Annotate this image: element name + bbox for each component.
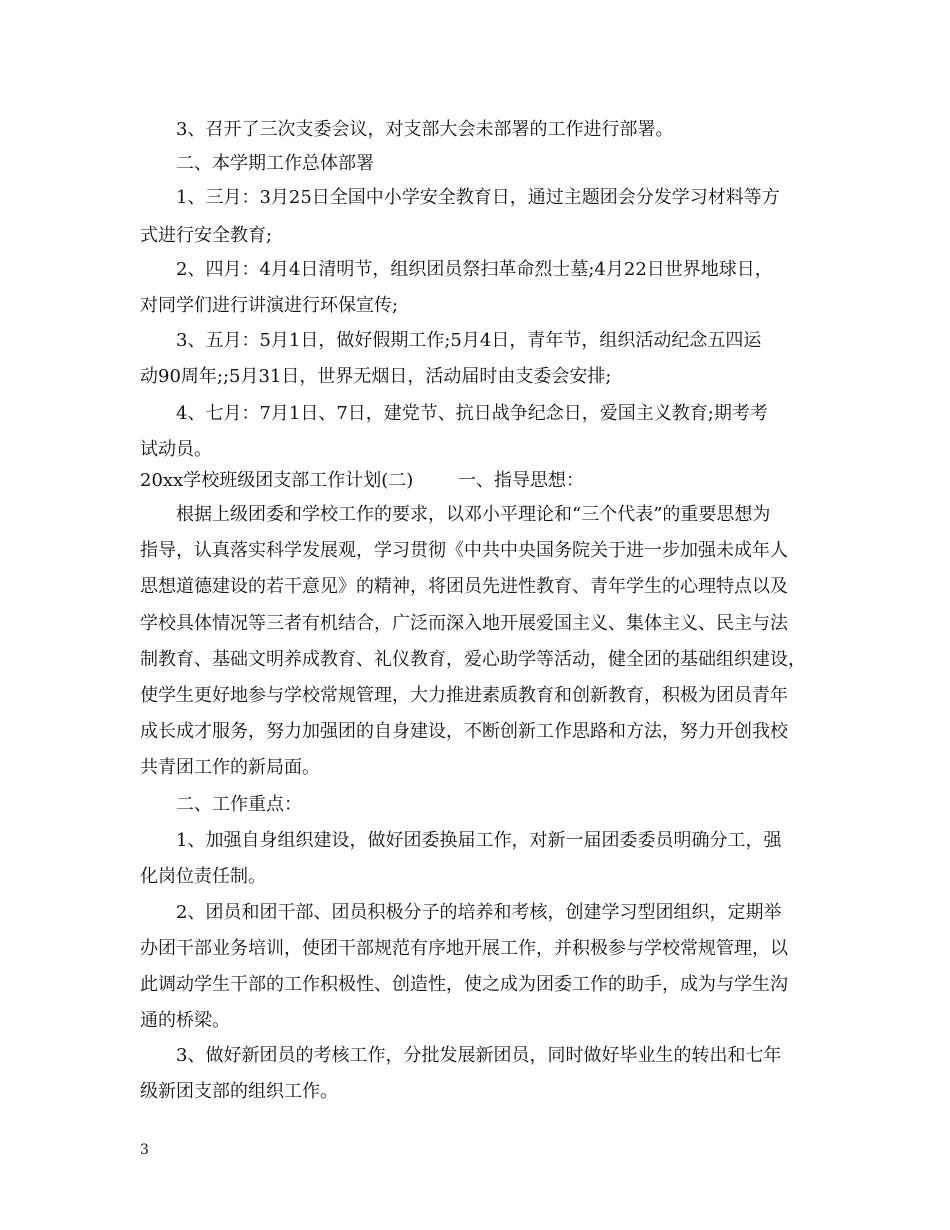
text-line xyxy=(0,498,950,532)
paragraph-text: 使学生更好地参与学校常规管理，大力推进素质教育和创新教育，积极为团员青年 xyxy=(140,685,788,706)
paragraph-text: 制教育、基础文明养成教育、礼仪教育，爱心助学等活动，健全团的基础组织建设， xyxy=(140,649,806,670)
text-line xyxy=(0,147,950,181)
paragraph-text: 2、团员和团干部、团员积极分子的培养和考核，创建学习型团组织，定期举 xyxy=(176,902,782,923)
text-line xyxy=(0,324,950,358)
text-line xyxy=(0,1075,950,1109)
text-line xyxy=(0,607,950,641)
text-line xyxy=(0,219,950,253)
paragraph-text: 动90周年;;5月31日，世界无烟日，活动届时由支委会安排; xyxy=(140,366,612,387)
text-line xyxy=(0,1039,950,1073)
paragraph-text: 共青团工作的新局面。 xyxy=(140,757,320,778)
text-line xyxy=(0,289,950,323)
paragraph-text: 3、五月：5月1日，做好假期工作;5月4日，青年节，组织活动纪念五四运 xyxy=(176,330,762,351)
list-item-text: 3、召开了三次支委会议，对支部大会未部署的工作进行部署。 xyxy=(176,119,674,140)
paragraph-text: 1、加强自身组织建设，做好团委换届工作，对新一届团委委员明确分工，强 xyxy=(176,830,782,851)
text-line xyxy=(0,751,950,785)
paragraph-text: 成长成才服务，努力加强团的自身建设，不断创新工作思路和方法，努力开创我校 xyxy=(140,721,788,742)
section-heading: 一、指导思想： xyxy=(458,470,584,491)
text-line xyxy=(0,433,950,467)
text-line xyxy=(0,643,950,677)
text-line xyxy=(0,679,950,713)
paragraph-text: 2、四月：4月4日清明节，组织团员祭扫革命烈士墓;4月22日世界地球日， xyxy=(176,259,773,280)
paragraph-text: 3、做好新团员的考核工作，分批发展新团员，同时做好毕业生的转出和七年 xyxy=(176,1045,782,1066)
text-line xyxy=(0,534,950,568)
section-heading: 二、工作重点： xyxy=(176,794,302,815)
paragraph-text: 对同学们进行讲演进行环保宣传; xyxy=(140,295,399,316)
paragraph-text: 化岗位责任制。 xyxy=(140,866,266,887)
text-line xyxy=(0,860,950,894)
section-heading: 二、本学期工作总体部署 xyxy=(176,153,374,174)
paragraph-text: 此调动学生干部的工作积极性、创造性，使之成为团委工作的助手，成为与学生沟 xyxy=(140,974,788,995)
paragraph-text: 学校具体情况等三者有机结合，广泛而深入地开展爱国主义、集体主义、民主与法 xyxy=(140,613,788,634)
text-line xyxy=(0,360,950,394)
page-number: 3 xyxy=(140,1142,149,1158)
paragraph-text: 指导，认真落实科学发展观，学习贯彻《中共中央国务院关于进一步加强未成年人 xyxy=(140,540,788,561)
paragraph-text: 1、三月：3月25日全国中小学安全教育日，通过主题团会分发学习材料等方 xyxy=(176,187,780,208)
text-line xyxy=(0,896,950,930)
text-line xyxy=(0,253,950,287)
paragraph-text: 式进行安全教育; xyxy=(140,225,273,246)
paragraph-text: 思想道德建设的若干意见》的精神，将团员先进性教育、青年学生的心理特点以及 xyxy=(140,576,788,597)
paragraph-text: 办团干部业务培训，使团干部规范有序地开展工作，并积极参与学校常规管理，以 xyxy=(140,938,788,959)
text-line xyxy=(0,932,950,966)
text-line xyxy=(0,181,950,215)
text-line xyxy=(0,968,950,1002)
text-line xyxy=(0,1004,950,1038)
text-line xyxy=(0,464,950,498)
text-line xyxy=(0,715,950,749)
paragraph-text: 级新团支部的组织工作。 xyxy=(140,1081,338,1102)
paragraph-text: 根据上级团委和学校工作的要求，以邓小平理论和“三个代表”的重要思想为 xyxy=(176,504,771,525)
paragraph-text: 4、七月：7月1日、7日，建党节、抗日战争纪念日，爱国主义教育;期考考 xyxy=(176,403,768,424)
text-line xyxy=(0,570,950,604)
paragraph-text: 试动员。 xyxy=(140,439,212,460)
document-title: 20xx学校班级团支部工作计划(二) xyxy=(140,470,414,491)
text-line xyxy=(0,113,950,147)
text-line xyxy=(0,397,950,431)
paragraph-text: 通的桥梁。 xyxy=(140,1010,230,1031)
text-line xyxy=(0,788,950,822)
text-line xyxy=(0,824,950,858)
